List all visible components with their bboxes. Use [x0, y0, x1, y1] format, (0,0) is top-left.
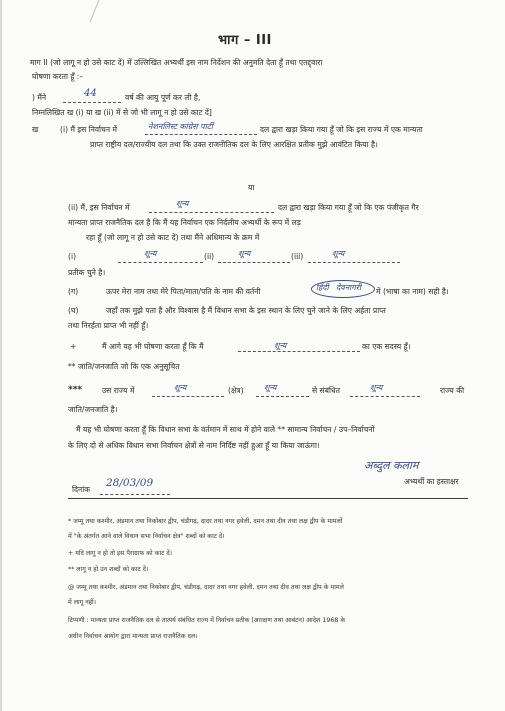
state-end: राज्य की	[440, 386, 465, 395]
symbols-chosen: प्रतीक चुने है।	[68, 268, 106, 277]
caste-end: जाति/जनजाति है।	[68, 405, 118, 414]
b2-text: दल द्वारा खड़ा किया गया हूँ जो कि एक पंजीकृत गैर	[278, 203, 419, 212]
signature-label: अभ्यर्थी का हस्ताक्षर	[404, 477, 459, 486]
region-text: (क्षेत्र)	[228, 386, 244, 395]
pref-i-label: (i)	[68, 252, 77, 261]
b2-label: (ii) मैं, इस निर्वाचन में	[68, 203, 130, 212]
footnote-double-star: ** लागू न हो उन शब्दों को काट दें।	[68, 566, 149, 573]
candidate-signature: अब्दुल कलाम	[364, 459, 419, 472]
strike-instruction: निम्नलिखित ख (i) या ख (ii) में से जो भी लागू न हो उसे काट दें]	[32, 108, 212, 117]
footnote-1-cont: में "के अंतर्गत आने वाले विधान सभा निर्वाचन क्षेत्र" शब्दों को काट दें।	[68, 533, 225, 540]
pref-iii-label: (iii)	[291, 252, 304, 261]
b2-blank	[149, 212, 274, 213]
footnote-1: * जम्मू तथा कश्मीर, अंडमान तथा निकोबार द्वीप, चंडीगढ़, दादर तथा नगर हवेली, दमन तथा दीव तथा लक्ष द्वीप के मामलों	[68, 518, 343, 525]
b1-text: दल द्वारा खड़ा किया गया हूँ जो कि इस राज्य में एक मान्यता	[260, 125, 423, 134]
state-fill-3: शून्य	[370, 383, 383, 392]
age-value: 44	[84, 88, 97, 99]
g-language: हिंदी	[316, 283, 329, 292]
pref-ii-blank	[218, 262, 290, 263]
b2-fill: शून्य	[176, 199, 189, 208]
page-heading: भाग – III	[218, 33, 272, 48]
b1-blank	[145, 134, 257, 135]
b1-label: (i) मैं इस निर्वाचन में	[60, 125, 118, 134]
age-prefix: ) मैंने	[32, 93, 47, 102]
triple-star: ***	[68, 385, 83, 395]
intro-line-2: घोषणा करता हूँ :–	[32, 72, 84, 81]
declare-line-2: के लिए दो से अधिक विधान सभा निर्वाचन क्षेत्रों से नाम निर्दिष्ट नहीं हुआ हूँ या किया जाऊंगा।	[68, 441, 320, 450]
footnote-at-cont: में लागू नहीं।	[68, 599, 97, 606]
plus-fill: शून्य	[274, 341, 287, 350]
g-script: देवनागरी	[336, 283, 362, 292]
date-blank	[100, 494, 170, 495]
pref-ii-value: शून्य	[238, 249, 251, 258]
state-text: उस राज्य में	[102, 386, 135, 395]
b2-text-2: मान्यता प्राप्त राजनैतिक दल है कि मैं यह निर्वाचन एक निर्दलीय अभ्यर्थी के रूप में लड़	[68, 218, 301, 227]
g-end: में (भाषा का नाम) सही है।	[376, 287, 449, 296]
footnote-plus: + यदि लागू न हो तो इस पैराग्राफ को काट दें।	[68, 550, 173, 557]
date-value: 28/03/09	[106, 477, 154, 489]
related-text: से संबंधित	[312, 386, 340, 395]
pref-i-value: शून्य	[144, 249, 157, 258]
caste-note: ** जाति/जनजाति जो कि एक अनुसूचित	[68, 362, 180, 371]
state-fill-2: शून्य	[264, 383, 277, 392]
plus-end: का एक सदस्य हूँ।	[362, 342, 411, 351]
pref-iii-value: शून्य	[332, 249, 345, 258]
plus-text: मैं आगे यह भी घोषणा करता हूँ कि मैं	[102, 342, 204, 351]
plus-blank	[238, 351, 360, 352]
note-line-2: अधीन निर्वाचन आयोग द्वारा मान्यता प्राप्त राजनैतिक दल।	[68, 633, 198, 640]
g-text: ऊपर मेरा नाम तथा मेरे पिता/माता/पति के नाम की वर्तनी	[106, 287, 261, 296]
pref-iii-blank	[308, 262, 400, 263]
age-blank	[63, 102, 121, 103]
page-fold-mark	[90, 0, 104, 22]
plus-marker: +	[70, 342, 77, 351]
date-label: दिनांक	[72, 485, 91, 494]
gh-marker: (घ)	[68, 306, 79, 315]
intro-line-1: माग II (जो लागू न हो उसे काट दें) में उल्लिखित अभ्यर्थी इस नाम निर्देशन की अनुमति देता हूँ तथा एतद्द्वारा	[30, 58, 323, 67]
state-blank-3	[350, 396, 420, 397]
note-line-1: टिप्पणी : मान्यता प्राप्त राजनैतिक दल से तात्पर्य संबंधित राज्य में निर्वाचन प्रतीक (आरक्षण तथा आबंटन) आदेश 1968 के	[68, 617, 346, 624]
b1-text-2: प्राप्त राष्ट्रीय दल/राज्यीय दल तथा कि उक्त राजनीतिक दल के लिए आरक्षित प्रतीक मुझे आवंटित किया है।	[90, 140, 378, 149]
b1-party: नेशनलिस्ट कांग्रेस पार्टी	[148, 122, 213, 131]
state-blank-1	[152, 396, 224, 397]
g-marker: (ग)	[68, 287, 79, 296]
state-fill-1: शून्य	[174, 383, 187, 392]
pref-ii-label: (ii)	[204, 252, 215, 261]
age-suffix: वर्ष की आयु पूर्ण कर ली है,	[125, 93, 201, 102]
footnote-at: @ जम्मू तथा कश्मीर, अंडमान तथा निकोबार द्वीप, चंडीगढ़, दादर तथा नगर हवेली, दमन तथा दीव तथा लक्ष द्वीप के मामले	[68, 584, 344, 591]
declare-line-1: मैं यह भी घोषणा करता हूँ कि विधान सभा के वर्तमान में साथ में होने वाले ** सामान्य निर्वाचन / उप–निर्वाचनों	[76, 425, 375, 434]
pref-i-blank	[118, 262, 203, 263]
gh-text: जहाँ तक मुझे पता है और विश्वास है मैं विधान सभा के इस स्थान के लिए चुने जाने के लिए अर्हता प्राप्त	[106, 306, 386, 315]
state-blank-2	[256, 396, 309, 397]
footnote-divider	[68, 498, 468, 499]
or-separator: या	[248, 183, 255, 192]
gh-text-2: तथा निरर्हता प्राप्त भी नहीं हूँ।	[68, 321, 149, 330]
b2-text-3: रहा हूँ (जो लागू न हो उसे काट दें) तथा मैंने अधिमान्य के क्रम में	[86, 233, 260, 242]
section-b-marker: ख	[32, 125, 39, 134]
